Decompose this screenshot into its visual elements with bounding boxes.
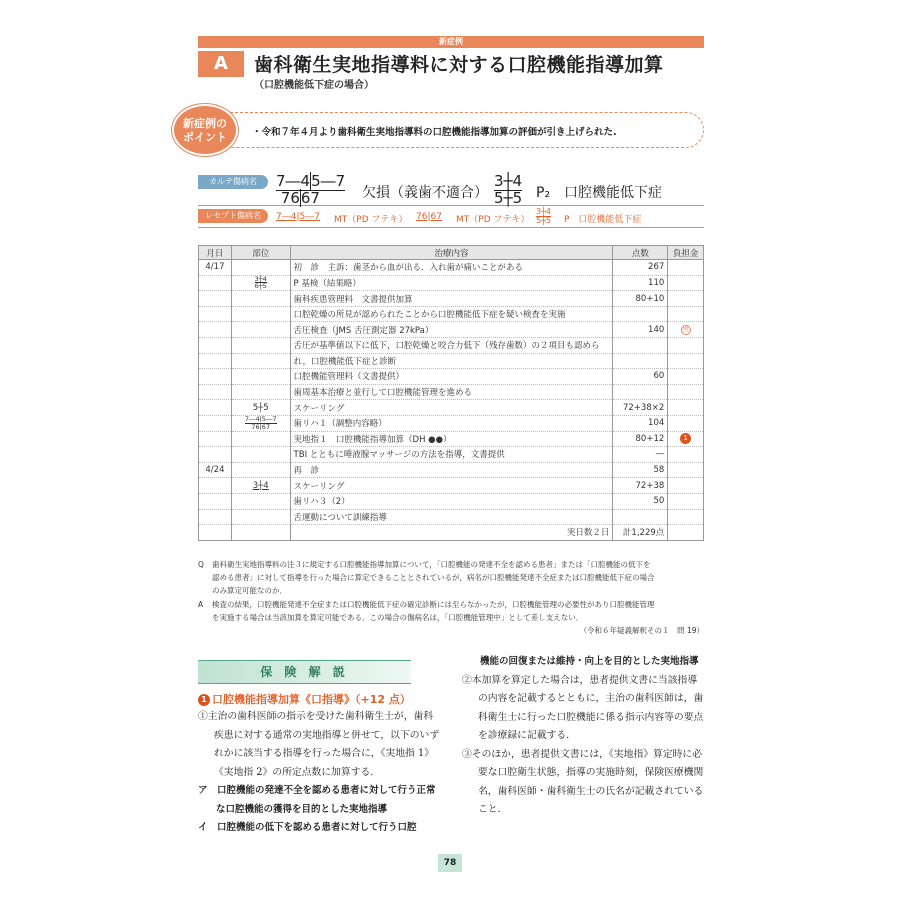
table-row [199,338,704,354]
cell-burden [668,400,704,416]
section-number-icon: 1 [198,694,210,706]
cell-site: 5┼5 [231,400,290,416]
point-circle [172,104,238,156]
a-line-1: 検査の結果，口腔機能発達不全症または口腔機能低下症の確定診断には至らなかったが，口腔機能管理の必要性があり口腔機能管理 [212,600,655,609]
karte-t1-bot-left: 76 [280,188,300,207]
site-bot: 6┼5 [254,282,267,291]
recept-mt-2: MT（PD フテキ） [456,215,530,225]
q-line-1: 歯科衛生実地指導料の注３に規定する口腔機能指導加算について，「口腔機能の発達不全を認める患者」または「口腔機能の低下を [212,560,651,569]
note-1-icon: 1 [680,433,691,444]
cell-burden [668,415,704,431]
q-line-3: のみ算定可能なのか． [212,586,287,595]
cell-date [199,306,232,322]
cell-date [199,322,232,338]
table-row [199,509,704,525]
table-row [199,260,704,276]
cell-burden [668,462,704,478]
cell-content: スケーリング [290,400,613,416]
karte-label: カルテ傷病名 [198,175,268,189]
cell-date [199,525,232,541]
cell-content: 初 診 主訴：歯茎から血が出る．入れ歯が痛いことがある [290,260,613,276]
page-number: 78 [438,854,462,872]
table-header [199,246,704,260]
page-title: 歯科衛生実地指導料に対する口腔機能指導加算 [254,54,664,76]
site-top: 3┼4 [254,274,267,283]
th-site: 部位 [231,246,290,260]
point-text: ・令和７年４月より歯科衛生実地指導料の口腔機能指導加算の評価が引き上げられた. [252,127,617,138]
table-row [199,431,704,447]
karte-tooth-chart-2 [494,174,522,207]
cell-burden [668,478,704,494]
cell-points [613,338,668,354]
cell-burden [668,275,704,291]
a-key: A [198,600,204,609]
cell-content: TBI とともに唾液腺マッサージの方法を指導，文書提供 [290,447,613,463]
cell-site [231,306,290,322]
cell-points: 60 [613,369,668,385]
q-line-2: 認める患者」に対して指導を行った場合に算定できることとされているが，病名が口腔機能発達不全症または口腔機能低下症の場合 [212,573,655,582]
recept-t3-bot: 5┼5 [536,216,551,226]
table-row [199,462,704,478]
cell-site [231,338,290,354]
cell-points: 72+38 [613,478,668,494]
cell-site [231,384,290,400]
cell-date [199,369,232,385]
commentary-i: イ 口腔機能の低下を認める患者に対して行う口腔 [198,822,417,833]
table-row [199,291,704,307]
cell-date [199,353,232,369]
table-row [199,447,704,463]
table-row [199,353,704,369]
cell-burden [668,493,704,509]
point-label-1: 新症例の [183,117,227,130]
cell-points: 267 [613,260,668,276]
cell-points: 104 [613,415,668,431]
qa-question [198,558,655,597]
cell-points: 110 [613,275,668,291]
cell-date [199,478,232,494]
recept-mt-1: MT（PD フテキ） [334,215,408,225]
qa-source: （令和６年疑義解釈その１ 問 19） [579,626,704,635]
cell-points: 72+38×2 [613,400,668,416]
cell-content: れ，口腔機能低下症と診断 [290,353,613,369]
recept-label: レセプト傷病名 [198,209,268,223]
commentary-p3: ③そのほか，患者提供文書には，《実地指》算定時に必要な口腔衛生状態，指導の実施時刻，保険医療機関名，歯科医師・歯科衛生士の氏名が記載されていること． [462,748,704,815]
cell-burden [668,384,704,400]
table-row [199,275,704,291]
cell-date [199,447,232,463]
cell-burden [668,353,704,369]
q-key: Q [198,560,204,569]
cell-site [231,260,290,276]
cell-burden [668,525,704,541]
karte-diagnosis-2: P₂ 口腔機能低下症 [536,185,663,201]
cell-site [231,353,290,369]
cell-burden [668,306,704,322]
cell-site [231,431,290,447]
karte-t2-top: 3┼4 [494,172,523,190]
recept-tooth-3 [536,208,551,226]
cell-content: 舌運動について訓練指導 [290,509,613,525]
point-label-2: ポイント [183,131,227,144]
table-row [199,369,704,385]
commentary-a: ア 口腔機能の発達不全を認める患者に対して行う正常な口腔機能の獲得を目的とした実地指導 [198,785,436,815]
cell-site [231,275,290,291]
table-row [199,478,704,494]
site-top: 7―4|5―7 [244,414,277,423]
karte-tooth-chart-1 [276,174,345,207]
table-row [199,384,704,400]
th-content: 治療内容 [290,246,613,260]
commentary-left-column [198,708,442,838]
cell-site [231,322,290,338]
cell-site [231,291,290,307]
cell-date: 4/17 [199,260,232,276]
cell-date [199,384,232,400]
cell-content: 舌圧検査（JMS 舌圧測定器 27kPa） [290,322,613,338]
cell-date [199,400,232,416]
cell-date [199,509,232,525]
cell-content: 口腔機能管理料（文書提供） [290,369,613,385]
cell-burden [668,291,704,307]
days-count: 実日数２日 [290,525,613,541]
cell-content: 再 診 [290,462,613,478]
karte-diagnosis-1: 欠損（義歯不適合） [362,185,488,201]
cell-date [199,338,232,354]
table-row [199,400,704,416]
cell-points: 50 [613,493,668,509]
cell-date [199,415,232,431]
cell-content: 実地指１ 口腔機能指導加算（DH ●●） [290,431,613,447]
recept-tooth-2: 76|67 [416,212,442,222]
category-banner: 新症例 [198,36,704,48]
cell-content: P 基検（結果略） [290,275,613,291]
cell-content: 舌圧が基準値以下に低下，口腔乾燥と咬合力低下（残存歯数）の２項目も認めら [290,338,613,354]
cell-content: 口腔乾燥の所見が認められたことから口腔機能低下症を疑い検査を実施 [290,306,613,322]
commentary-p1: ①主治の歯科医師の指示を受けた歯科衛生士が，歯科疾患に対する通常の実地指導と併せて，以下のいずれかに該当する指導を行った場合に，《実地指 1》《実地指 2》の所定点数に加算する． [198,711,440,778]
cell-points [613,384,668,400]
page-subtitle: （口腔機能低下症の場合） [254,80,374,91]
commentary-p2: ②本加算を算定した場合は，患者提供文書に当該指導の内容を記載するとともに，主治の歯科医師は，歯科衛生士に行った口腔機能に係る指示内容等の要点を診療録に記載する． [462,674,704,741]
commentary-right-column [462,653,706,820]
total-points: 計1,229点 [613,525,668,541]
cell-points: ― [613,447,668,463]
cell-site [231,509,290,525]
cell-points: 58 [613,462,668,478]
other-mark-icon: 他 [682,326,689,334]
cell-burden [668,322,704,338]
cell-date: 4/24 [199,462,232,478]
th-burden: 負担金 [668,246,704,260]
cell-burden [668,431,704,447]
cell-site [231,462,290,478]
cell-burden [668,338,704,354]
table-row [199,415,704,431]
cell-content: 歯リハ１（調整内容略） [290,415,613,431]
cell-site: 3┼4 [231,478,290,494]
karte-t1-bot-right: 67 [300,188,320,207]
recept-tail: P 口腔機能低下症 [564,215,642,225]
cell-site [231,369,290,385]
cell-burden [668,509,704,525]
cell-points [613,509,668,525]
table-row [199,322,704,338]
cell-content: 歯科疾患管理料 文書提供加算 [290,291,613,307]
cell-burden [668,369,704,385]
cell-points: 80+10 [613,291,668,307]
cell-site [231,493,290,509]
qa-answer [198,598,704,637]
th-date: 月日 [199,246,232,260]
cell-content: スケーリング [290,478,613,494]
cell-points [613,353,668,369]
cell-site [231,447,290,463]
cell-burden [668,447,704,463]
table-row [199,306,704,322]
karte-t1-top-left: 7―4 [276,172,311,190]
section-badge: A [198,51,244,77]
table-total-row [199,525,704,541]
cell-points [613,306,668,322]
cell-site [231,415,290,431]
cell-date [199,291,232,307]
commentary-section-title [198,691,411,707]
table-row [199,493,704,509]
cell-date [199,493,232,509]
site-bot: 76|67 [251,422,271,431]
cell-points: 80+12 [613,431,668,447]
section-title-text: 口腔機能指導加算《口指導》（+12 点） [212,693,411,706]
cell-site [231,525,290,541]
cell-content: 歯周基本治療と並行して口腔機能管理を進める [290,384,613,400]
recept-tooth-1: 7―4|5―7 [276,212,320,222]
treatment-table [198,245,704,541]
th-points: 点数 [613,246,668,260]
karte-t2-bot: 5┼5 [494,188,523,207]
recept-t3-top: 3┼4 [536,207,551,216]
karte-t1-top-right: 5―7 [311,172,346,190]
commentary-i-cont: 機能の回復または維持・向上を目的とした実地指導 [480,656,699,667]
cell-burden [668,260,704,276]
a-line-2: を実施する場合は当該加算を算定可能である．この場合の傷病名は，「口腔機能管理中」として差し支えない． [212,613,584,622]
commentary-heading: 保 険 解 説 [198,660,411,684]
cell-date [199,431,232,447]
cell-content: 歯リハ３（2） [290,493,613,509]
cell-points: 140 [613,322,668,338]
cell-date [199,275,232,291]
